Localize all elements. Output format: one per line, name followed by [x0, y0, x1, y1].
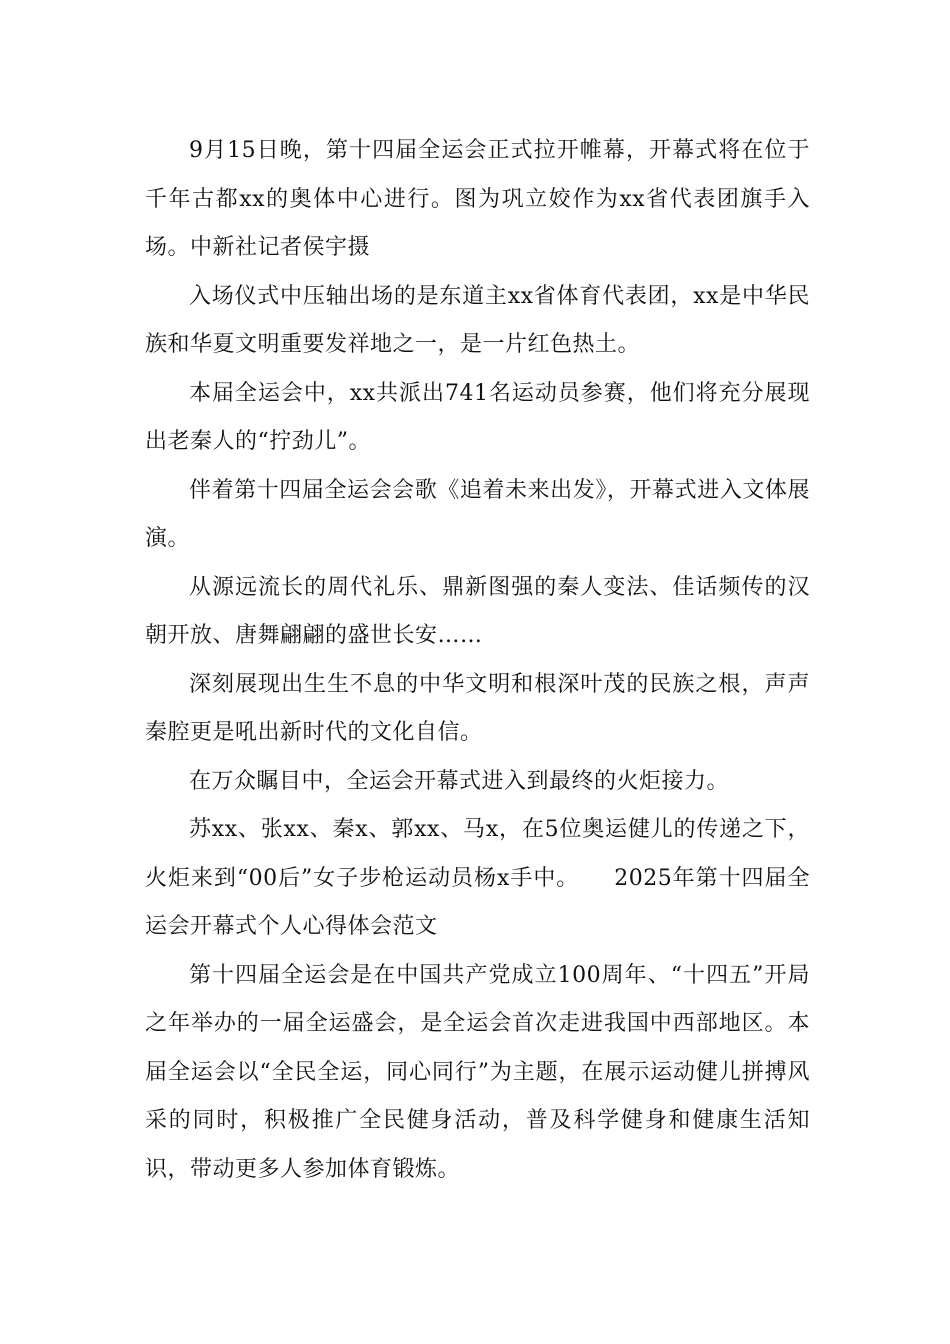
paragraph-6: 深刻展现出生生不息的中华文明和根深叶茂的民族之根，声声秦腔更是吼出新时代的文化自信。 — [145, 671, 810, 745]
paragraph-3: 本届全运会中，xx共派出741名运动员参赛，他们将充分展现出老秦人的“拧劲儿”。 — [145, 380, 810, 454]
paragraph-2: 入场仪式中压轴出场的是东道主xx省体育代表团，xx是中华民族和华夏文明重要发祥地之一，是一片红色热土。 — [145, 283, 810, 357]
paragraph-1: 9月15日晚，第十四届全运会正式拉开帷幕，开幕式将在位于千年古都xx的奥体中心进行。图为巩立姣作为xx省代表团旗手入场。中新社记者侯宇摄 — [145, 138, 810, 260]
paragraph-4: 伴着第十四届全运会会歌《追着未来出发》，开幕式进入文体展演。 — [145, 477, 810, 551]
paragraph-9: 第十四届全运会是在中国共产党成立100周年、“十四五”开局之年举办的一届全运盛会，是全运会首次走进我国中西部地区。本届全运会以“全民全运，同心同行”为主题，在展示运动健儿拼搏风采的同时，积极推广全民健身活动，普及科学健身和健康生活知识，带动更多人参加体育锻炼。 — [145, 962, 810, 1182]
paragraph-5: 从源远流长的周代礼乐、鼎新图强的秦人变法、佳话频传的汉朝开放、唐舞翩翩的盛世长安…… — [145, 574, 810, 648]
paragraph-8: 苏xx、张xx、秦x、郭xx、马x，在5位奥运健儿的传递之下，火炬来到“00后”女子步枪运动员杨x手中。 2025年第十四届全运会开幕式个人心得体会范文 — [145, 817, 810, 939]
paragraph-7: 在万众瞩目中，全运会开幕式进入到最终的火炬接力。 — [189, 768, 730, 794]
document-body — [145, 127, 810, 1194]
